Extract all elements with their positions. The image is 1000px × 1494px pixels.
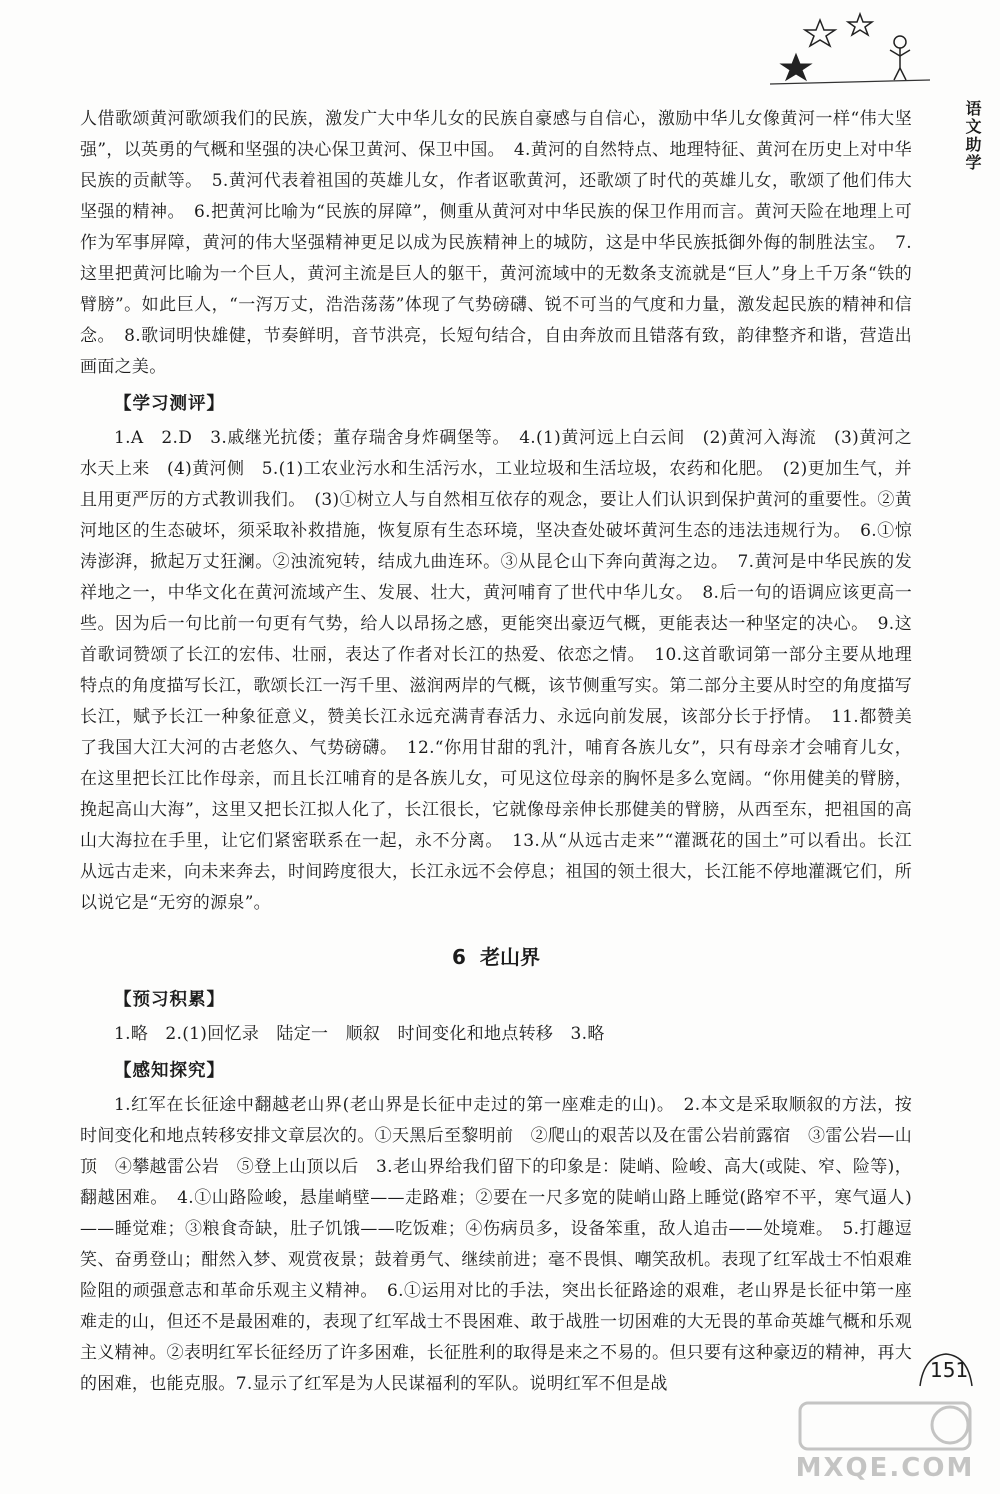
header-decoration <box>760 12 940 92</box>
page-number <box>916 1350 976 1390</box>
star-icon <box>781 54 811 80</box>
section-heading-ganzhi-tanjiu: 【感知探究】 <box>114 1061 225 1081</box>
page-number-text: 151 <box>930 1358 969 1382</box>
star-icon <box>805 20 835 46</box>
chapter-number: 6 <box>452 945 466 969</box>
watermark-text: MXQE.COM <box>795 1453 975 1483</box>
section-heading-xuexi-ceping: 【学习测评】 <box>114 394 225 414</box>
watermark-logo <box>780 1395 990 1490</box>
side-label: 语文助学 <box>963 100 982 172</box>
chapter-name: 老山界 <box>479 945 540 969</box>
page-content <box>80 104 912 1400</box>
paragraph-continued: 人借歌颂黄河歌颂我们的民族，激发广大中华儿女的民族自豪感与自信心，激励中华儿女像黄河一样“伟大坚强”，以英勇的气概和坚强的决心保卫黄河、保卫中国。 4.黄河的自然特点、地理特征、黄河在历史上对中华民族的贡献等。 5.黄河代表着祖国的英雄儿女，作者讴歌黄河，还歌颂了时代的英雄儿女，歌颂了他们伟大坚强的精神。 6.把黄河比喻为“民族的屏障”，侧重从黄河对中华民族的保卫作用而言。黄河天险在地理上可作为军事屏障，黄河的伟大坚强精神更足以成为民族精神上的城防，这是中华民族抵御外侮的制胜法宝。 7.这里把黄河比喻为一个巨人，黄河主流是巨人的躯干，黄河流域中的无数条支流就是“巨人”身上千万条“铁的臂膀”。如此巨人，“一泻万丈，浩浩荡荡”体现了气势磅礴、锐不可当的气度和力量，激发起民族的精神和信念。 8.歌词明快雄健，节奏鲜明，音节洪亮，长短句结合，自由奔放而且错落有致，韵律整齐和谐，营造出画面之美。 <box>80 109 912 377</box>
paragraph-ganzhi-tanjiu: 1.红军在长征途中翻越老山界(老山界是长征中走过的第一座难走的山)。 2.本文是采取顺叙的方法，按时间变化和地点转移安排文章层次的。①天黑后至黎明前 ②爬山的艰苦以及在雷公岩前露宿 ③雷公岩—山顶 ④攀越雷公岩 ⑤登上山顶以后 3.老山界给我们留下的印象是：陡峭、险峻、高大(或陡、窄、险等)，翻越困难。 4.①山路险峻，悬崖峭壁——走路难；②要在一尺多宽的陡峭山路上睡觉(路窄不平，寒气逼人)——睡觉难；③粮食奇缺，肚子饥饿——吃饭难；④伤病员多，设备笨重，敌人追击——处境难。 5.打趣逗笑、奋勇登山；酣然入梦、观赏夜景；鼓着勇气、继续前进；毫不畏惧、嘲笑敌机。表现了红军战士不怕艰难险阻的顽强意志和革命乐观主义精神。 6.①运用对比的手法，突出长征路途的艰难，老山界是长征中第一座难走的山，但还不是最困难的，表现了红军战士不畏困难、敢于战胜一切困难的大无畏的革命英雄气概和乐观主义精神。②表明红军长征经历了许多困难，长征胜利的取得是来之不易的。但只要有这种豪迈的精神，再大的困难，也能克服。7.显示了红军是为人民谋福利的军队。说明红军不但是战 <box>80 1095 912 1394</box>
paragraph-yuxi-jilei: 1.略 2.(1)回忆录 陆定一 顺叙 时间变化和地点转移 3.略 <box>114 1024 605 1044</box>
star-icon <box>848 14 872 35</box>
paragraph-xuexi-ceping: 1.A 2.D 3.戚继光抗倭；董存瑞舍身炸碉堡等。 4.(1)黄河远上白云间 (2)黄河入海流 (3)黄河之水天上来 (4)黄河侧 5.(1)工农业污水和生活污水，工业垃圾和生活垃圾，农药和化肥。 (2)更加生气，并且用更严厉的方式教训我们。 (3)①树立人与自然相互依存的观念，要让人们认识到保护黄河的重要性。②黄河地区的生态破坏，须采取补救措施，恢复原有生态环境，坚决查处破坏黄河生态的违法违规行为。 6.①惊涛澎湃，掀起万丈狂澜。②浊流宛转，结成九曲连环。③从昆仑山下奔向黄海之边。 7.黄河是中华民族的发祥地之一，中华文化在黄河流域产生、发展、壮大，黄河哺育了世代中华儿女。 8.后一句的语调应该更高一些。因为后一句比前一句更有气势，给人以昂扬之感，更能突出豪迈气概，更能表达一种坚定的决心。 9.这首歌词赞颂了长江的宏伟、壮丽，表达了作者对长江的热爱、依恋之情。 10.这首歌词第一部分主要从地理特点的角度描写长江，歌颂长江一泻千里、滋润两岸的气概，该节侧重写实。第二部分主要从时空的角度描写长江，赋予长江一种象征意义，赞美长江永远充满青春活力、永远向前发展，该部分长于抒情。 11.都赞美了我国大江大河的古老悠久、气势磅礴。 12.“你用甘甜的乳汁，哺育各族儿女”，只有母亲才会哺育儿女，在这里把长江比作母亲，而且长江哺育的是各族儿女，可见这位母亲的胸怀是多么宽阔。“你用健美的臂膀，挽起高山大海”，这里又把长江拟人化了，长江很长，它就像母亲伸长那健美的臂膀，从西至东，把祖国的高山大海拉在手里，让它们紧密联系在一起，永不分离。 13.从“从远古走来”“灌溉花的国土”可以看出。长江从远古走来，向未来奔去，时间跨度很大，长江永远不会停息；祖国的领土很大，长江能不停地灌溉它们，所以说它是“无穷的源泉”。 <box>80 428 912 913</box>
chapter-title <box>80 941 912 973</box>
section-heading-yuxi-jilei: 【预习积累】 <box>114 990 225 1010</box>
